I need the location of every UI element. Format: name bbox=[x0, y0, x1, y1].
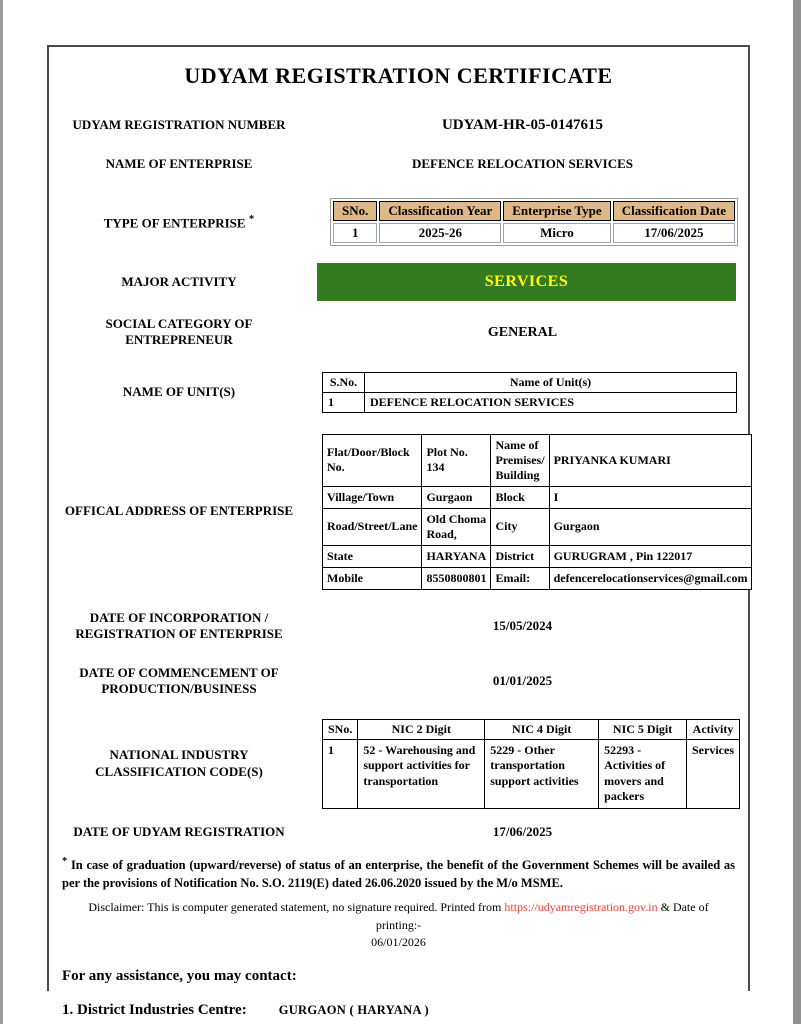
units-table bbox=[322, 372, 737, 413]
units-cell-sno: 1 bbox=[323, 392, 365, 412]
units-cell-name: DEFENCE RELOCATION SERVICES bbox=[365, 392, 737, 412]
address-value-state: HARYANA bbox=[422, 545, 491, 567]
address-row-4 bbox=[323, 545, 752, 567]
classification-header-row bbox=[333, 201, 735, 221]
nic-table bbox=[322, 719, 740, 809]
nic-data-row bbox=[323, 739, 740, 808]
address-label-email: Email: bbox=[491, 567, 549, 589]
nic-header-sno: SNo. bbox=[323, 719, 358, 739]
assistance-heading: For any assistance, you may contact: bbox=[62, 968, 297, 985]
address-label-village: Village/Town bbox=[323, 486, 422, 508]
udyam-registration-date-label: DATE OF UDYAM REGISTRATION bbox=[73, 823, 285, 839]
district-industries-line bbox=[62, 1002, 748, 1019]
nic-header-activity: Activity bbox=[687, 719, 740, 739]
address-value-road: Old Choma Road, bbox=[422, 508, 491, 545]
graduation-footnote bbox=[62, 854, 735, 892]
address-row-5 bbox=[323, 567, 752, 589]
print-date: 06/01/2026 bbox=[371, 935, 426, 950]
major-activity-banner: SERVICES bbox=[317, 263, 736, 301]
disclaimer-suffix: & Date of printing:- bbox=[375, 900, 709, 932]
address-label-block: Block bbox=[491, 486, 549, 508]
address-value-premises: PRIYANKA KUMARI bbox=[549, 434, 752, 486]
major-activity-label: MAJOR ACTIVITY bbox=[121, 273, 237, 289]
classification-header-type: Enterprise Type bbox=[503, 201, 610, 221]
address-value-flat: Plot No. 134 bbox=[422, 434, 491, 486]
scrollbar[interactable] bbox=[793, 0, 801, 1024]
asterisk-marker: * bbox=[248, 212, 255, 225]
registration-number-row bbox=[49, 116, 748, 134]
nic-cell-4digit: 5229 - Other transportation support activities bbox=[485, 739, 599, 808]
social-category-row bbox=[49, 316, 748, 349]
address-value-village: Gurgaon bbox=[422, 486, 491, 508]
type-of-enterprise-row bbox=[49, 198, 748, 246]
units-header-sno: S.No. bbox=[323, 372, 365, 392]
classification-cell-sno: 1 bbox=[333, 223, 377, 243]
commencement-date-label: DATE OF COMMENCEMENT OF PRODUCTION/BUSINESS bbox=[79, 665, 279, 697]
units-row bbox=[49, 372, 748, 413]
classification-data-row bbox=[333, 223, 735, 243]
nic-header-4digit: NIC 4 Digit bbox=[485, 719, 599, 739]
nic-label: NATIONAL INDUSTRY CLASSIFICATION CODE(S) bbox=[95, 747, 263, 779]
viewer-left-edge bbox=[0, 0, 3, 1024]
major-activity-row bbox=[49, 263, 748, 301]
classification-header-sno: SNo. bbox=[333, 201, 377, 221]
udyam-registration-date-row bbox=[49, 823, 748, 841]
address-row bbox=[49, 434, 748, 590]
address-value-email: defencerelocationservices@gmail.com bbox=[549, 567, 752, 589]
social-category-label: SOCIAL CATEGORY OF ENTREPRENEUR bbox=[105, 316, 253, 348]
address-value-city: Gurgaon bbox=[549, 508, 752, 545]
udyam-registration-link[interactable]: https://udyamregistration.gov.in bbox=[504, 900, 658, 915]
address-row-3 bbox=[323, 508, 752, 545]
enterprise-name-label: NAME OF ENTERPRISE bbox=[105, 155, 253, 171]
units-header-name: Name of Unit(s) bbox=[365, 372, 737, 392]
disclaimer bbox=[75, 899, 722, 951]
address-label: OFFICAL ADDRESS OF ENTERPRISE bbox=[64, 503, 294, 519]
type-of-enterprise-label: TYPE OF ENTERPRISE * bbox=[103, 212, 255, 231]
enterprise-name-row bbox=[49, 155, 748, 173]
nic-cell-5digit: 52293 - Activities of movers and packers bbox=[599, 739, 687, 808]
address-row-2 bbox=[323, 486, 752, 508]
classification-cell-date: 17/06/2025 bbox=[613, 223, 735, 243]
address-value-block: I bbox=[549, 486, 752, 508]
address-label-city: City bbox=[491, 508, 549, 545]
address-value-mobile: 8550800801 bbox=[422, 567, 491, 589]
incorporation-date-row bbox=[49, 610, 748, 643]
classification-table bbox=[330, 198, 738, 246]
registration-number-label: UDYAM REGISTRATION NUMBER bbox=[72, 116, 286, 132]
certificate-title: UDYAM REGISTRATION CERTIFICATE bbox=[184, 63, 613, 88]
footnote-asterisk: * bbox=[62, 855, 68, 867]
classification-header-date: Classification Date bbox=[613, 201, 735, 221]
registration-number-value: UDYAM-HR-05-0147615 bbox=[441, 117, 604, 133]
disclaimer-prefix: Disclaimer: This is computer generated statement, no signature required. Printed from bbox=[88, 900, 505, 915]
incorporation-date-value: 15/05/2024 bbox=[492, 617, 553, 633]
nic-row bbox=[49, 719, 748, 809]
nic-cell-sno: 1 bbox=[323, 739, 358, 808]
classification-cell-type: Micro bbox=[503, 223, 610, 243]
address-label-state: State bbox=[323, 545, 422, 567]
classification-cell-year: 2025-26 bbox=[379, 223, 501, 243]
units-header-row bbox=[323, 372, 737, 392]
address-value-district: GURUGRAM , Pin 122017 bbox=[549, 545, 752, 567]
nic-header-2digit: NIC 2 Digit bbox=[358, 719, 485, 739]
certificate-page bbox=[47, 45, 750, 1019]
nic-header-row bbox=[323, 719, 740, 739]
classification-header-year: Classification Year bbox=[379, 201, 501, 221]
address-label-road: Road/Street/Lane bbox=[323, 508, 422, 545]
commencement-date-row bbox=[49, 665, 748, 698]
address-row-1 bbox=[323, 434, 752, 486]
nic-cell-2digit: 52 - Warehousing and support activities for transportation bbox=[358, 739, 485, 808]
district-industries-value: GURGAON ( HARYANA ) bbox=[278, 1003, 429, 1018]
address-label-flat: Flat/Door/Block No. bbox=[323, 434, 422, 486]
social-category-value: GENERAL bbox=[487, 325, 558, 341]
district-industries-label: 1. District Industries Centre: bbox=[62, 1002, 247, 1019]
incorporation-date-label: DATE OF INCORPORATION / REGISTRATION OF ENTERPRISE bbox=[75, 609, 283, 641]
address-label-mobile: Mobile bbox=[323, 567, 422, 589]
address-label-district: District bbox=[491, 545, 549, 567]
units-data-row bbox=[323, 392, 737, 412]
nic-cell-activity: Services bbox=[687, 739, 740, 808]
units-label: NAME OF UNIT(S) bbox=[122, 383, 236, 399]
address-label-premises: Name of Premises/ Building bbox=[491, 434, 549, 486]
commencement-date-value: 01/01/2025 bbox=[492, 673, 553, 689]
address-table bbox=[322, 434, 752, 590]
nic-header-5digit: NIC 5 Digit bbox=[599, 719, 687, 739]
enterprise-name-value: DEFENCE RELOCATION SERVICES bbox=[411, 156, 634, 171]
udyam-registration-date-value: 17/06/2025 bbox=[492, 823, 553, 839]
footnote-text: In case of graduation (upward/reverse) of status of an enterprise, the benefit of the Government Schemes will be availed as per the provisions of Notification No. S.O. 2119(E) dated 26.06.2020 issued by the M/o MSME. bbox=[62, 858, 735, 891]
